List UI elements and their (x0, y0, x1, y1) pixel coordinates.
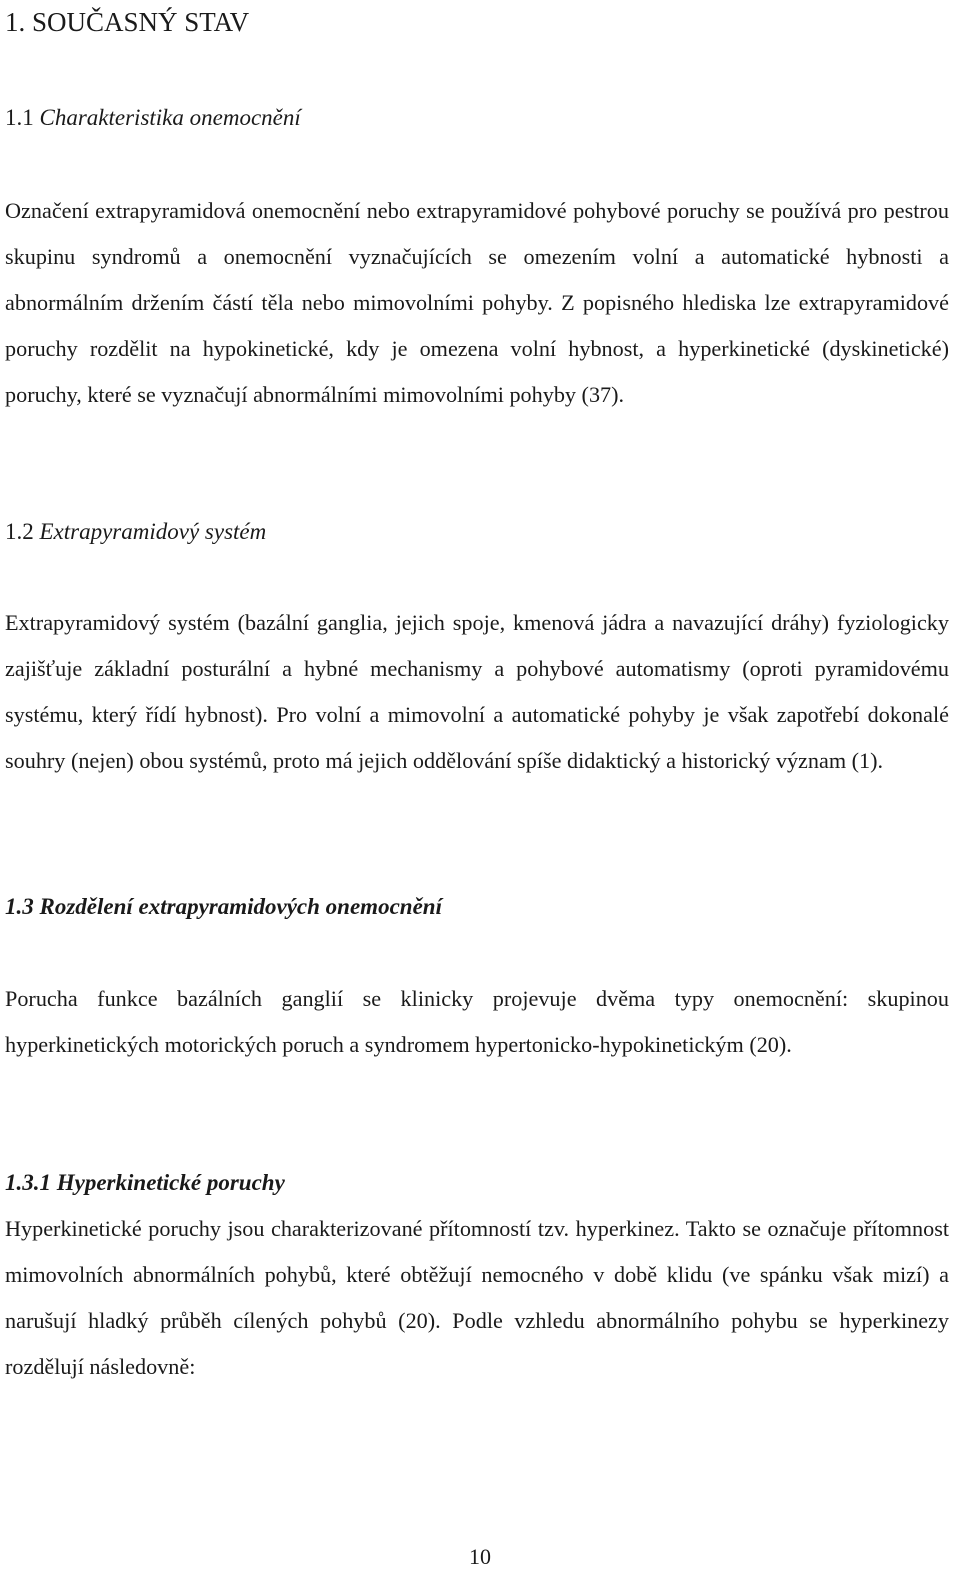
section-1-3-paragraph: Porucha funkce bazálních ganglií se klinicky projevuje dvěma typy onemocnění: skupinou hyperkinetických motorických poruch a syndromem hypertonicko-hypokinetickým (20). (5, 986, 949, 1057)
section-number: 1.1 (5, 105, 34, 130)
section-1-3-1-paragraph: Hyperkinetické poruchy jsou charakterizované přítomností tzv. hyperkinez. Takto se označuje přítomnost mimovolních abnormálních pohybů, které obtěžují nemocného v době klidu (ve spánku však mizí) a narušují hladký průběh cílených pohybů (20). Podle vzhledu abnormálního pohybu se hyperkinezy rozdělují následovně: (5, 1216, 949, 1379)
page-number: 10 (469, 1544, 491, 1569)
section-title: Charakteristika onemocnění (39, 105, 301, 130)
section-1-3-1-heading (5, 1169, 285, 1197)
section-number: 1.2 (5, 519, 34, 544)
chapter-heading: 1. SOUČASNÝ STAV (5, 7, 250, 37)
section-1-2-paragraph: Extrapyramidový systém (bazální ganglia, jejich spoje, kmenová jádra a navazující dráhy) fyziologicky zajišťuje základní posturální a hybné mechanismy a pohybové automatismy (oproti pyramidovému systému, který řídí hybnost). Pro volní a mimovolní a automatické pohyby je však zapotřebí dokonalé souhry (nejen) obou systémů, proto má jejich oddělování spíše didaktický a historický význam (1). (5, 610, 949, 773)
section-title: Hyperkinetické poruchy (56, 1170, 285, 1195)
section-number: 1.3 (5, 894, 34, 919)
section-title: Rozdělení extrapyramidových onemocnění (39, 894, 442, 919)
section-1-1-heading (5, 104, 301, 132)
section-1-1-paragraph: Označení extrapyramidová onemocnění nebo extrapyramidové pohybové poruchy se používá pro pestrou skupinu syndromů a onemocnění vyznačujících se omezením volní a automatické hybnosti a abnormálním držením částí těla nebo mimovolními pohyby. Z popisného hlediska lze extrapyramidové poruchy rozdělit na hypokinetické, kdy je omezena volní hybnost, a hyperkinetické (dyskinetické) poruchy, které se vyznačují abnormálními mimovolními pohyby (37). (5, 198, 949, 407)
section-1-3-heading (5, 893, 442, 921)
section-title: Extrapyramidový systém (39, 519, 267, 544)
section-number: 1.3.1 (5, 1170, 51, 1195)
section-1-2-heading (5, 518, 266, 546)
